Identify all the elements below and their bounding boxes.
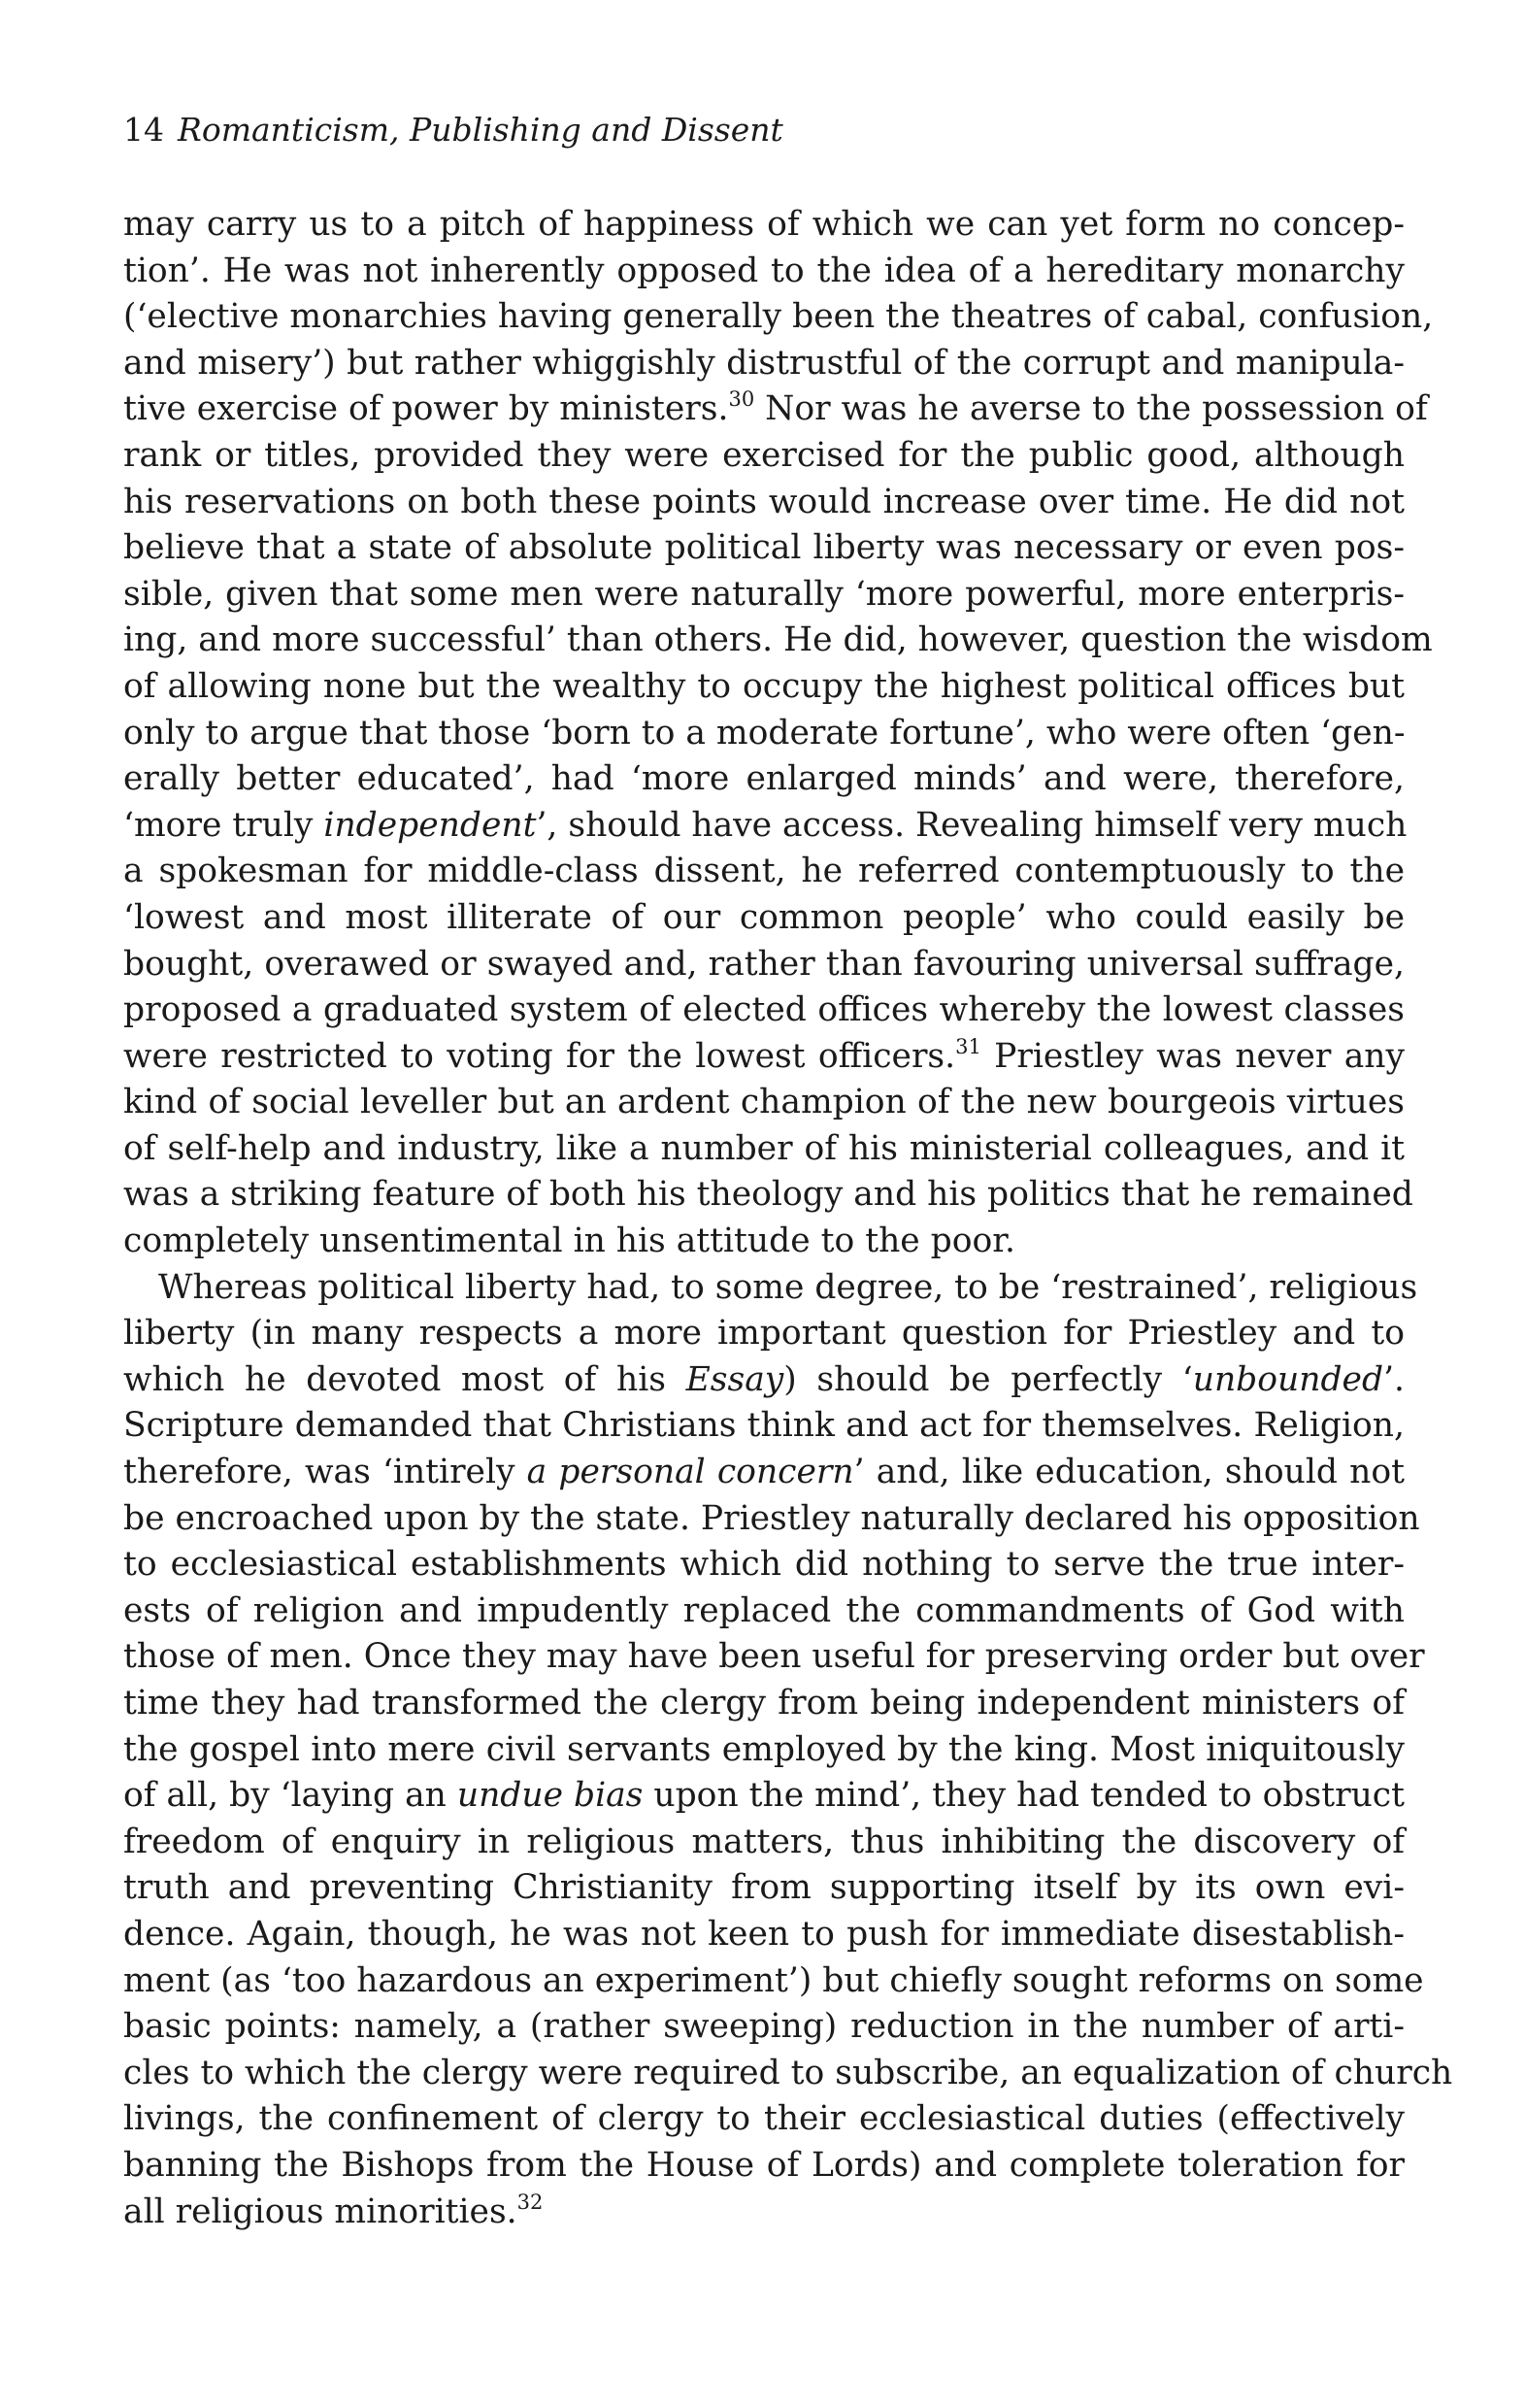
text-line: dence. Again, though, he was not keen to push for immediate disestablish- (123, 1914, 1405, 1954)
footnote-ref: 30 (728, 387, 755, 412)
text-line: may carry us to a pitch of happiness of which we can yet form no concep- (123, 205, 1405, 244)
text-line: (‘elective monarchies having generally been the theatres of cabal, confusion, (123, 297, 1434, 337)
text-line: therefore, was ‘intirely a personal concern’ and, like education, should not (123, 1453, 1405, 1492)
text-line: ment (as ‘too hazardous an experiment’) but chiefly sought reforms on some (123, 1960, 1424, 2000)
text-line: banning the Bishops from the House of Lords) and complete toleration for (123, 2145, 1405, 2185)
footnote-ref: 31 (955, 1034, 981, 1058)
text-line: all religious minorities.$^{32}$ (123, 2190, 544, 2231)
text-line: kind of social leveller but an ardent champion of the new bourgeois virtues (123, 1083, 1405, 1122)
text-line: erally better educated’, had ‘more enlarged minds’ and were, therefore, (123, 759, 1405, 799)
text-line: was a striking feature of both his theology and his politics that he remained (123, 1175, 1413, 1215)
text-line: ‘more truly independent’, should have access. Revealing himself very much (123, 805, 1408, 845)
page-number: 14 (123, 111, 164, 149)
text-line: believe that a state of absolute political liberty was necessary or even pos- (123, 528, 1405, 568)
text-line: freedom of enquiry in religious matters, thus inhibiting the discovery of (123, 1822, 1405, 1861)
text-line: to ecclesiastical establishments which did nothing to serve the true inter- (123, 1545, 1405, 1585)
footnote-ref: 32 (516, 2190, 544, 2214)
text-line: liberty (in many respects a more important question for Priestley and to (123, 1314, 1405, 1354)
text-line: proposed a graduated system of elected offices whereby the lowest classes (123, 990, 1405, 1030)
text-line: truth and preventing Christianity from supporting itself by its own evi- (123, 1868, 1405, 1908)
text-line: Whereas political liberty had, to some degree, to be ‘restrained’, religious (158, 1267, 1418, 1307)
text-line: be encroached upon by the state. Priestley naturally declared his opposition (123, 1498, 1420, 1538)
text-line: tive exercise of power by ministers.$^{30}$ Nor was he averse to the possession of (123, 387, 1428, 429)
text-line: ests of religion and impudently replaced the commandments of God with (123, 1590, 1405, 1630)
text-line: a spokesman for middle-class dissent, he referred contemptuously to the (123, 852, 1405, 891)
text-line: of allowing none but the wealthy to occupy the highest political offices but (123, 666, 1405, 706)
text-line: his reservations on both these points would increase over time. He did not (123, 482, 1405, 521)
text-line: time they had transformed the clergy from being independent ministers of (123, 1684, 1405, 1722)
text-line: sible, given that some men were naturally ‘more powerful, more enterpris- (123, 574, 1405, 614)
running-title: Romanticism, Publishing and Dissent (178, 111, 783, 149)
text-line: and misery’) but rather whiggishly distrustful of the corrupt and manipula- (123, 343, 1405, 383)
text-line: ‘lowest and most illiterate of our common people’ who could easily be (123, 897, 1405, 937)
text-line: cles to which the clergy were required to subscribe, an equalization of church (123, 2053, 1453, 2092)
text-line: only to argue that those ‘born to a moderate fortune’, who were often ‘gen- (123, 713, 1406, 752)
body-text (123, 202, 1453, 2235)
text-line: ing, and more successful’ than others. He did, however, question the wisdom (123, 620, 1433, 660)
text-line: of self-help and industry, like a number of his ministerial colleagues, and it (123, 1128, 1405, 1168)
text-line: Scripture demanded that Christians think and act for themselves. Religion, (123, 1406, 1405, 1446)
text-line: tion’. He was not inherently opposed to the idea of a hereditary monarchy (123, 251, 1405, 290)
text-line: which he devoted most of his Essay) should be perfectly ‘unbounded’. (123, 1359, 1405, 1399)
text-line: livings, the confinement of clergy to their ecclesiastical duties (effectively (123, 2099, 1405, 2139)
text-line: rank or titles, provided they were exercised for the public good, although (123, 435, 1405, 475)
paragraph (123, 1265, 1453, 2235)
text-line: bought, overawed or swayed and, rather than favouring universal suffrage, (123, 944, 1405, 984)
text-line: those of men. Once they may have been useful for preserving order but over (123, 1637, 1425, 1677)
running-head (123, 109, 1405, 151)
paragraph (123, 202, 1434, 1265)
text-line: were restricted to voting for the lowest officers.$^{31}$ Priestley was never any (123, 1034, 1405, 1076)
text-line: of all, by ‘laying an undue bias upon the mind’, they had tended to obstruct (123, 1776, 1405, 1816)
text-line: basic points: namely, a (rather sweeping) reduction in the number of arti- (123, 2007, 1405, 2047)
text-line: the gospel into mere civil servants employed by the king. Most iniquitously (123, 1729, 1405, 1769)
text-line: completely unsentimental in his attitude to the poor. (123, 1221, 1015, 1261)
